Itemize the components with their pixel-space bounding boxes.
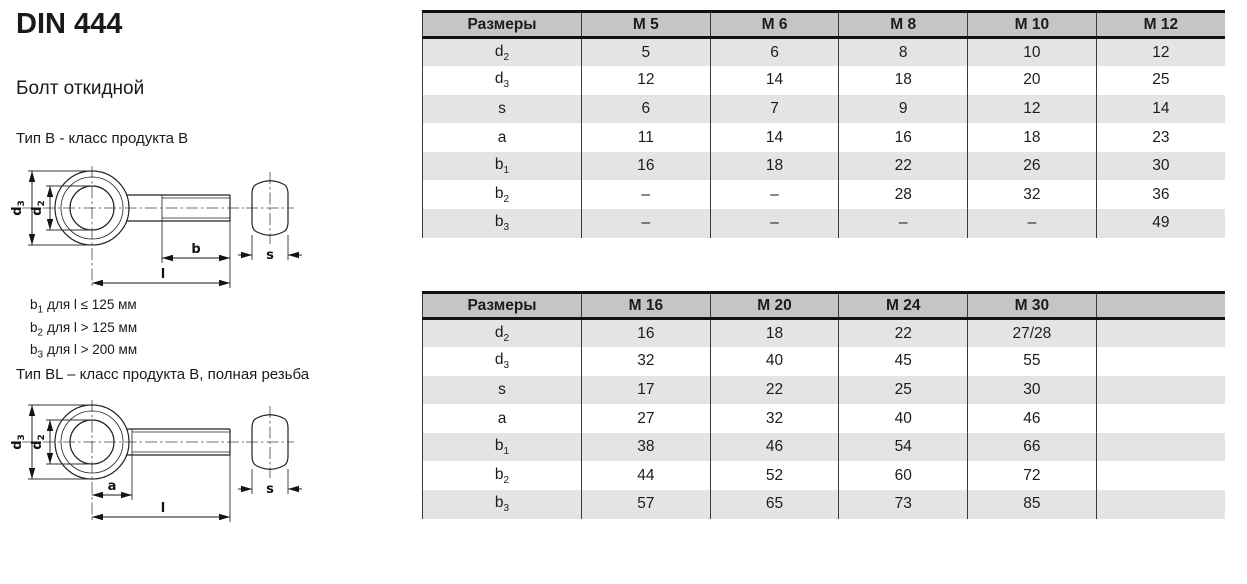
table-row [423,319,1226,348]
value-cell [1096,319,1225,348]
value-cell: 36 [1096,180,1225,209]
column-header-size: M 12 [1096,12,1225,38]
value-cell: 12 [1096,38,1225,67]
value-cell: 25 [839,376,968,405]
type-bl-drawing [8,398,308,534]
table-row [423,66,1226,95]
l-label: l [160,267,166,282]
centerlines [22,400,244,522]
value-cell: 17 [582,376,711,405]
type-b-heading: Тип B - класс продукта B [16,130,189,147]
note-symbol: b [30,342,38,358]
note-text: для l > 200 мм [47,342,138,358]
row-label-subscript: 3 [503,79,510,91]
row-label-subscript: 2 [503,332,510,344]
value-cell: 27/28 [968,319,1097,348]
column-header-size: M 30 [968,293,1097,319]
note-text: для l > 125 мм [47,319,138,335]
value-cell: 14 [710,123,839,152]
column-header-size: M 20 [710,293,839,319]
value-cell: 65 [710,490,839,519]
note-text: для l ≤ 125 мм [47,297,137,312]
table-row [423,461,1226,490]
value-cell: 16 [582,152,711,181]
type-b-drawing [8,162,308,296]
s-label: s [266,482,274,497]
dimension-b [162,221,230,263]
value-cell: – [968,209,1097,238]
value-cell: 38 [582,433,711,462]
column-header-size: M 5 [582,12,711,38]
column-header-size: M 16 [582,293,711,319]
note-subscript: 3 [37,350,44,362]
value-cell: 30 [968,376,1097,405]
row-label: $b_2$ [423,180,582,209]
row-label-subscript: 2 [503,474,510,486]
table-row [423,490,1226,519]
d3-label: $d_3$ [10,434,27,450]
value-cell: 12 [968,95,1097,124]
column-header-size: M 6 [710,12,839,38]
value-cell [1096,347,1225,376]
value-cell [1096,433,1225,462]
value-cell: 49 [1096,209,1225,238]
note-symbol: b [30,297,38,312]
value-cell: 22 [839,152,968,181]
value-cell: 18 [710,319,839,348]
row-label-subscript: 1 [503,446,510,458]
value-cell: 32 [710,404,839,433]
row-label: s [423,95,582,124]
row-label-subscript: 3 [503,360,510,372]
column-header-size: M 24 [839,293,968,319]
value-cell: 14 [710,66,839,95]
column-header-dimensions: Размеры [423,12,582,38]
value-cell: 6 [710,38,839,67]
note-b3 [30,341,137,364]
dimension-table-m16-m30 [422,291,1225,519]
value-cell [1096,490,1225,519]
value-cell: 32 [582,347,711,376]
a-label: a [107,479,117,494]
value-cell: 10 [968,38,1097,67]
dimension-table-m5-m12 [422,10,1225,238]
row-label: a [423,404,582,433]
table-row [423,180,1226,209]
row-label: $d_2$ [423,319,582,348]
value-cell [1096,376,1225,405]
column-header-size: M 8 [839,12,968,38]
type-bl-heading: Тип BL – класс продукта B, полная резьба [16,366,310,383]
column-header-size [1096,293,1225,319]
value-cell: 16 [839,123,968,152]
value-cell [1096,461,1225,490]
s-label: s [266,248,274,263]
value-cell: 66 [968,433,1097,462]
value-cell: – [710,209,839,238]
value-cell: 26 [968,152,1097,181]
d2-label: $d_2$ [30,200,47,216]
row-label: $d_3$ [423,347,582,376]
value-cell: 28 [839,180,968,209]
value-cell: 27 [582,404,711,433]
row-label: $d_3$ [423,66,582,95]
table-row [423,38,1226,67]
note-b2 [30,319,137,342]
row-label: s [423,376,582,405]
value-cell: 18 [968,123,1097,152]
value-cell: 40 [710,347,839,376]
value-cell: – [582,180,711,209]
value-cell: – [710,180,839,209]
row-label: $b_1$ [423,152,582,181]
value-cell: 46 [968,404,1097,433]
row-label-subscript: 3 [503,222,510,234]
value-cell: 20 [968,66,1097,95]
page-title: DIN 444 [16,8,123,40]
value-cell [1096,404,1225,433]
value-cell: – [582,209,711,238]
value-cell: – [839,209,968,238]
row-label-subscript: 3 [503,503,510,515]
value-cell: 7 [710,95,839,124]
table-row [423,347,1226,376]
column-header-dimensions: Размеры [423,293,582,319]
row-label-subscript: 2 [503,193,510,205]
value-cell: 9 [839,95,968,124]
row-label-subscript: 2 [503,51,510,63]
value-cell: 25 [1096,66,1225,95]
value-cell: 45 [839,347,968,376]
value-cell: 5 [582,38,711,67]
value-cell: 16 [582,319,711,348]
d2-label: $d_2$ [30,434,47,450]
value-cell: 30 [1096,152,1225,181]
value-cell: 22 [839,319,968,348]
table-header-row [423,12,1226,38]
value-cell: 73 [839,490,968,519]
row-label: $b_1$ [423,433,582,462]
value-cell: 40 [839,404,968,433]
column-header-size: M 10 [968,12,1097,38]
row-label: a [423,123,582,152]
value-cell: 14 [1096,95,1225,124]
value-cell: 72 [968,461,1097,490]
row-label: $b_3$ [423,490,582,519]
value-cell: 22 [710,376,839,405]
value-cell: 57 [582,490,711,519]
table-row [423,123,1226,152]
value-cell: 6 [582,95,711,124]
centerlines [22,166,244,288]
d3-label: $d_3$ [10,200,27,216]
side-view [238,406,302,497]
note-symbol: b [30,319,38,335]
row-label: $d_2$ [423,38,582,67]
value-cell: 54 [839,433,968,462]
table-row [423,95,1226,124]
value-cell: 8 [839,38,968,67]
value-cell: 46 [710,433,839,462]
row-label: $b_2$ [423,461,582,490]
row-label-subscript: 1 [503,165,510,177]
value-cell: 12 [582,66,711,95]
value-cell: 18 [839,66,968,95]
value-cell: 32 [968,180,1097,209]
table-header-row [423,293,1226,319]
side-view [238,172,302,263]
table-row [423,433,1226,462]
value-cell: 60 [839,461,968,490]
value-cell: 11 [582,123,711,152]
value-cell: 44 [582,461,711,490]
dimension-l [92,263,230,288]
table-row [423,152,1226,181]
table-row [423,209,1226,238]
value-cell: 85 [968,490,1097,519]
b-label: b [191,242,201,257]
product-name: Болт откидной [16,78,145,99]
value-cell: 52 [710,461,839,490]
table-row [423,376,1226,405]
dimension-a [92,455,132,500]
note-subscript: 2 [37,327,44,339]
value-cell: 23 [1096,123,1225,152]
value-cell: 18 [710,152,839,181]
thread-length-notes [30,296,137,364]
row-label: $b_3$ [423,209,582,238]
note-subscript: 1 [37,304,44,316]
table-row [423,404,1226,433]
l-label: l [160,501,166,516]
note-b1 [30,296,137,319]
value-cell: 55 [968,347,1097,376]
